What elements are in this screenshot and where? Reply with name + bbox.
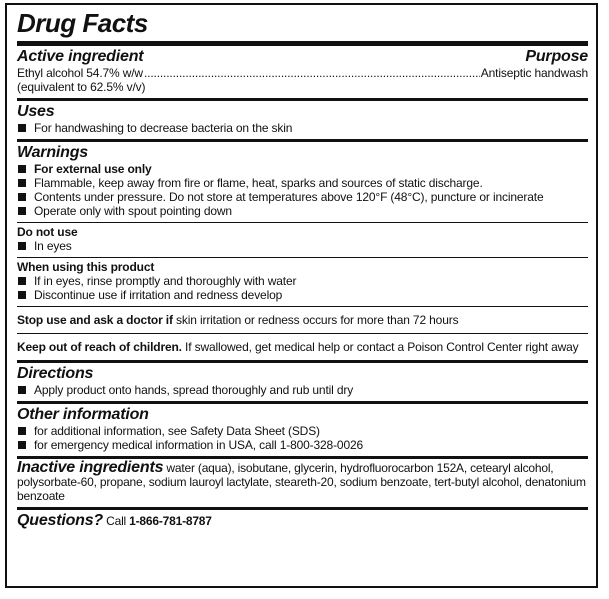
do-not-use-section (17, 223, 588, 257)
list-item: Contents under pressure. Do not store at temperatures above 120°F (48°C), puncture or incinerate (17, 190, 588, 204)
keep-out-line (17, 340, 588, 354)
directions-heading: Directions (17, 365, 94, 382)
active-ingredient-name: Ethyl alcohol 54.7% w/w (17, 66, 143, 80)
keep-out-heading: Keep out of reach of children. (17, 340, 182, 354)
stop-use-line (17, 313, 588, 327)
active-ingredient-equivalent: (equivalent to 62.5% v/v) (17, 80, 146, 94)
other-information-section (17, 404, 588, 456)
active-ingredient-purpose: Antiseptic handwash (480, 66, 588, 80)
questions-text: Call (103, 514, 130, 528)
list-item: Operate only with spout pointing down (17, 204, 588, 218)
inactive-ingredients-paragraph (17, 461, 588, 503)
uses-section (17, 101, 588, 139)
bullet-square-icon (18, 277, 26, 285)
when-using-heading: When using this product (17, 260, 155, 274)
questions-heading: Questions? (17, 512, 104, 529)
bullet-square-icon (18, 291, 26, 299)
stop-use-text: skin irritation or redness occurs for more than 72 hours (172, 313, 459, 327)
inactive-ingredients-section (17, 459, 588, 507)
list-item: Apply product onto hands, spread thoroughly and rub until dry (17, 383, 588, 397)
active-heading-row (17, 48, 588, 66)
bullet-square-icon (18, 193, 26, 201)
active-ingredient-section (17, 46, 588, 98)
bullet-square-icon (18, 207, 26, 215)
keep-out-text: If swallowed, get medical help or contact a Poison Control Center right away (181, 340, 579, 354)
stop-use-heading: Stop use and ask a doctor if (17, 313, 173, 327)
active-ingredient-heading: Active ingredient (17, 48, 144, 65)
list-item: If in eyes, rinse promptly and thoroughly with water (17, 274, 588, 288)
uses-heading: Uses (17, 103, 55, 120)
bullet-square-icon (18, 386, 26, 394)
dot-leader (144, 66, 480, 80)
bullet-square-icon (18, 427, 26, 435)
questions-phone: 1-866-781-8787 (129, 514, 212, 528)
questions-line (17, 514, 588, 528)
list-item: Flammable, keep away from fire or flame, heat, sparks and sources of static discharge. (17, 176, 588, 190)
panel-title: Drug Facts (17, 8, 148, 38)
stop-use-section (17, 307, 588, 333)
bullet-square-icon (18, 441, 26, 449)
list-item: for emergency medical information in USA, call 1-800-328-0026 (17, 438, 588, 452)
bullet-square-icon (18, 165, 26, 173)
questions-section (17, 510, 588, 532)
list-item: For external use only (17, 162, 588, 176)
warnings-heading: Warnings (17, 144, 89, 161)
directions-section (17, 363, 588, 401)
list-item: for additional information, see Safety Data Sheet (SDS) (17, 424, 588, 438)
keep-out-section (17, 334, 588, 360)
list-item: For handwashing to decrease bacteria on the skin (17, 121, 588, 135)
purpose-heading: Purpose (525, 48, 588, 65)
bullet-square-icon (18, 124, 26, 132)
inactive-ingredients-heading: Inactive ingredients (17, 459, 164, 476)
list-item: In eyes (17, 239, 588, 253)
warnings-section (17, 142, 588, 222)
drug-facts-panel (5, 3, 598, 588)
when-using-section (17, 258, 588, 306)
list-item: Discontinue use if irritation and redness develop (17, 288, 588, 302)
other-information-heading: Other information (17, 406, 149, 423)
drug-facts-content (17, 5, 588, 532)
active-ingredient-row (17, 66, 588, 80)
bullet-square-icon (18, 242, 26, 250)
inactive-ingredients-text: water (aqua), isobutane, glycerin, hydrofluorocarbon 152A, cetearyl alcohol, polysorbate-60, propane, sodium lauroyl lactylate, steareth-20, sodium benzoate, tert-butyl alcohol, denatonium benzoate (17, 461, 586, 503)
do-not-use-heading: Do not use (17, 225, 78, 239)
bullet-square-icon (18, 179, 26, 187)
